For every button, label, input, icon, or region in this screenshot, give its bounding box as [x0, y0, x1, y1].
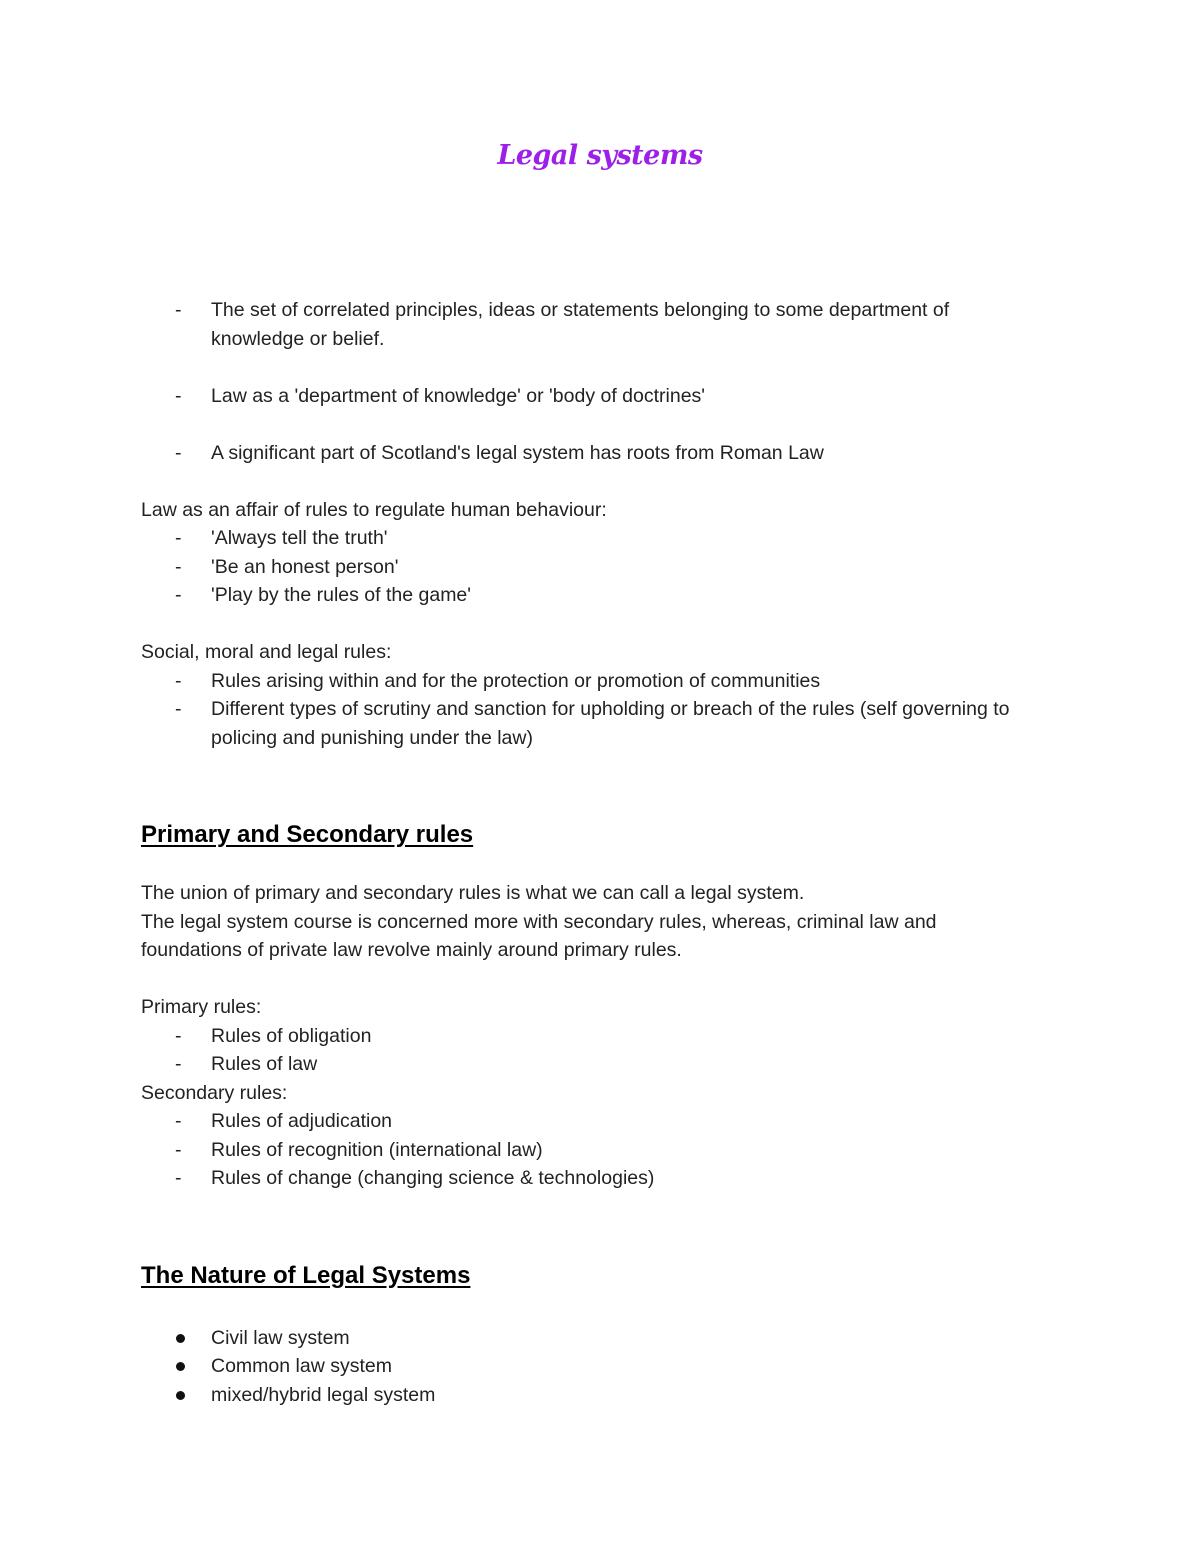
list-item — [141, 382, 1041, 411]
list-item-text: Rules of change (changing science & technologies) — [211, 1167, 655, 1189]
list-item — [141, 1136, 1041, 1165]
list-item-text: mixed/hybrid legal system — [211, 1383, 436, 1406]
bullet-icon — [176, 1334, 185, 1343]
list-item — [141, 1324, 1041, 1353]
dash-marker: - — [175, 1024, 182, 1047]
list-item-text: Rules of law — [211, 1053, 318, 1075]
social-rules-label: Social, moral and legal rules: — [141, 641, 392, 663]
list-item — [141, 439, 1041, 468]
document-title: Legal systems — [497, 140, 703, 171]
list-item — [141, 524, 1041, 553]
dash-marker: - — [175, 698, 182, 720]
dash-marker: - — [175, 299, 182, 321]
list-item-text: The set of correlated principles, ideas or statements belonging to some department of knowledge or belief. — [211, 299, 950, 350]
document-body — [141, 296, 1041, 1409]
list-item-text: Common law system — [211, 1355, 392, 1377]
bullet-icon — [176, 1362, 185, 1371]
dash-marker: - — [175, 1053, 182, 1075]
rules-intro-label: Law as an affair of rules to regulate human behaviour: — [141, 498, 607, 521]
paragraph: The union of primary and secondary rules is what we can call a legal system. — [141, 882, 805, 904]
list-item — [141, 667, 1041, 696]
list-item — [141, 695, 1041, 752]
list-item — [141, 1022, 1041, 1051]
list-item-text: 'Be an honest person' — [211, 555, 399, 578]
list-item — [141, 1164, 1041, 1193]
list-item — [141, 1352, 1041, 1381]
dash-marker: - — [175, 441, 182, 464]
list-item — [141, 581, 1041, 610]
list-item-text: Rules of recognition (international law) — [211, 1138, 543, 1161]
dash-marker: - — [175, 527, 182, 549]
section-heading-primary-secondary: Primary and Secondary rules — [141, 821, 474, 848]
list-item — [141, 1050, 1041, 1079]
list-item-text: A significant part of Scotland's legal system has roots from Roman Law — [211, 441, 824, 464]
bullet-icon — [176, 1391, 185, 1400]
list-item-text: Different types of scrutiny and sanction for upholding or breach of the rules (self governing to policing and punishing under the law) — [211, 698, 1010, 749]
list-item — [141, 1107, 1041, 1136]
dash-marker: - — [175, 384, 182, 407]
dash-marker: - — [175, 584, 182, 606]
list-item — [141, 1381, 1041, 1410]
list-item-text: 'Always tell the truth' — [211, 527, 388, 549]
list-item-text: Rules of obligation — [211, 1024, 372, 1047]
list-item — [141, 296, 1041, 353]
primary-rules-label: Primary rules: — [141, 996, 262, 1018]
section-heading-nature: The Nature of Legal Systems — [141, 1261, 471, 1289]
dash-marker: - — [175, 555, 182, 578]
dash-marker: - — [175, 669, 182, 692]
list-item-text: Rules of adjudication — [211, 1110, 393, 1132]
dash-marker: - — [175, 1167, 182, 1189]
paragraph: The legal system course is concerned more with secondary rules, whereas, criminal law and foundations of private law revolve mainly around primary rules. — [141, 910, 937, 961]
dash-marker: - — [175, 1138, 182, 1161]
list-item-text: Rules arising within and for the protection or promotion of communities — [211, 669, 821, 692]
secondary-rules-label: Secondary rules: — [141, 1081, 288, 1104]
list-item — [141, 553, 1041, 582]
dash-marker: - — [175, 1110, 182, 1132]
list-item-text: 'Play by the rules of the game' — [211, 584, 472, 606]
list-item-text: Civil law system — [211, 1326, 350, 1349]
list-item-text: Law as a 'department of knowledge' or 'body of doctrines' — [211, 384, 706, 407]
